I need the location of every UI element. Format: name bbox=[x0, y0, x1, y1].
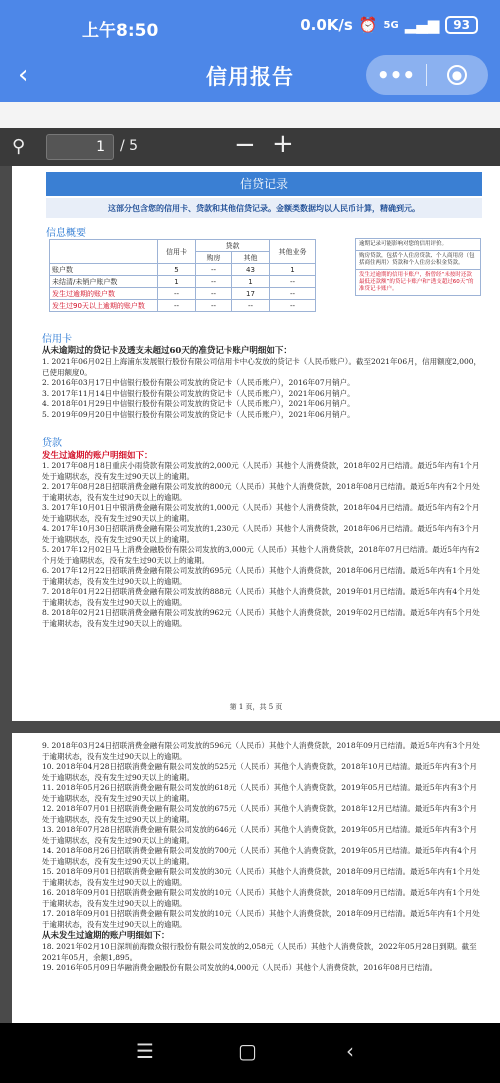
summary-header-row bbox=[50, 240, 316, 252]
signal-icon: ▂▄▆ bbox=[404, 16, 440, 34]
list-item: 3. 2017年11月14日中信银行股份有限公司发放的贷记卡（人民币账户），2021年06月销户。 bbox=[42, 388, 355, 398]
network-type: 5G bbox=[383, 19, 399, 31]
cell: -- bbox=[270, 288, 316, 300]
list-item: 16. 2018年09月01日招联消费金融有限公司发放的10元（人民币）其他个人消费贷款，2018年09月已结清。最近5年内有1个月处于逾期状态，没有发生过90天以上的逾期。 bbox=[42, 888, 480, 908]
cell: 1 bbox=[232, 276, 270, 288]
list-item: 17. 2018年09月01日招联消费金融有限公司发放的10元（人民币）其他个人消费贷款，2018年09月已结清。最近5年内有1个月处于逾期状态，没有发生过90天以上的逾期。 bbox=[42, 909, 480, 929]
table-row bbox=[50, 276, 316, 288]
credit-card-list bbox=[42, 357, 484, 420]
menu-icon[interactable]: ☰ bbox=[136, 1039, 154, 1063]
close-button[interactable] bbox=[427, 65, 487, 85]
cell: 43 bbox=[232, 264, 270, 276]
search-icon[interactable]: ⚲ bbox=[12, 136, 26, 157]
list-item: 7. 2018年01月22日招联消费金融有限公司发放的888元（人民币）其他个人消费贷款，2019年01月已结清。最近5年内有4个月处于逾期状态，没有发生过90天以上的逾期。 bbox=[42, 587, 480, 607]
table-row bbox=[50, 288, 316, 300]
list-item: 19. 2016年05月09日华融消费金融股份有限公司发放的4,000元（人民币）其他个人消费贷款，2016年08月已结清。 bbox=[42, 963, 438, 972]
loan-overdue-heading: 发生过逾期的账户明细如下： bbox=[42, 451, 153, 461]
alarm-icon: ⏰ bbox=[358, 16, 378, 34]
loan-list-continued bbox=[42, 741, 484, 930]
cell: -- bbox=[196, 276, 232, 288]
loan-section-title: 贷款 bbox=[42, 438, 62, 449]
list-item: 2. 2017年08月28日招联消费金融有限公司发放的800元（人民币）其他个人消费贷款，2018年08月已结清。最近5年内有2个月处于逾期状态，没有发生过90天以上的逾期。 bbox=[42, 482, 480, 502]
list-item: 9. 2018年03月24日招联消费金融有限公司发放的596元（人民币）其他个人消费贷款，2018年09月已结清。最近5年内有3个月处于逾期状态，没有发生过90天以上的逾期。 bbox=[42, 741, 480, 761]
list-item: 4. 2017年10月30日招联消费金融有限公司发放的1,230元（人民币）其他个人消费贷款，2018年06月已结清。最近5年内有3个月处于逾期状态，没有发生过90天以上的逾期。 bbox=[42, 524, 480, 544]
cell: -- bbox=[196, 300, 232, 312]
list-item: 5. 2019年09月20日中信银行股份有限公司发放的贷记卡（人民币账户），2021年06月销户。 bbox=[42, 409, 355, 419]
cell: 1 bbox=[158, 276, 196, 288]
pdf-page-2 bbox=[12, 733, 500, 1023]
row-label: 未结清/未销户账户数 bbox=[50, 276, 158, 288]
zoom-out-button[interactable]: − bbox=[234, 130, 256, 160]
list-item: 18. 2021年02月10日深圳前海微众银行股份有限公司发放的2,058元（人民币）其他个人消费贷款，2022年05月28日到期。截至2021年05月，余额1,895。 bbox=[42, 942, 477, 962]
list-item: 15. 2018年09月01日招联消费金融有限公司发放的30元（人民币）其他个人消费贷款，2018年09月已结清。最近5年内有1个月处于逾期状态，没有发生过90天以上的逾期。 bbox=[42, 867, 480, 887]
table-row bbox=[50, 264, 316, 276]
note: 购房贷款，包括个人住房贷款、个人商用房（包括商住两用）贷款和个人住房公积金贷款。 bbox=[356, 251, 480, 270]
list-item: 1. 2021年06月02日上海浦东发展银行股份有限公司信用卡中心发放的贷记卡（人民币账户）。截至2021年06月，信用额度2,000，已使用额度0。 bbox=[42, 357, 482, 377]
cell: -- bbox=[196, 264, 232, 276]
credit-card-section-title: 信用卡 bbox=[42, 334, 72, 345]
list-item: 11. 2018年05月26日招联消费金融有限公司发放的618元（人民币）其他个人消费贷款，2019年05月已结清。最近5年内有3个月处于逾期状态，没有发生过90天以上的逾期。 bbox=[42, 783, 477, 803]
mini-program-capsule bbox=[366, 55, 488, 95]
list-item: 4. 2018年01月29日中信银行股份有限公司发放的贷记卡（人民币账户），2021年06月销户。 bbox=[42, 399, 355, 408]
chevron-left-icon[interactable]: ‹ bbox=[18, 60, 29, 90]
list-item: 5. 2017年12月02日马上消费金融股份有限公司发放的3,000元（人民币）其他个人消费贷款，2018年07月已结清。最近5年内有2个月处于逾期状态，没有发生过90天以上的逾期。 bbox=[42, 545, 480, 565]
note: 逾期记录可能影响对您的信用评价。 bbox=[356, 239, 480, 251]
header-credit-card: 信用卡 bbox=[158, 240, 196, 264]
row-label: 账户数 bbox=[50, 264, 158, 276]
list-item: 8. 2018年02月21日招联消费金融有限公司发放的962元（人民币）其他个人消费贷款，2019年02月已结清。最近5年内有5个月处于逾期状态，没有发生过90天以上的逾期。 bbox=[42, 608, 480, 628]
list-item: 13. 2018年07月28日招联消费金融有限公司发放的646元（人民币）其他个人消费贷款，2019年05月已结清。最近5年内有3个月处于逾期状态，没有发生过90天以上的逾期。 bbox=[42, 825, 477, 845]
list-item: 10. 2018年04月28日招联消费金融有限公司发放的525元（人民币）其他个人消费贷款，2018年10月已结清。最近5年内有3个月处于逾期状态，没有发生过90天以上的逾期。 bbox=[42, 762, 477, 782]
never-overdue-list bbox=[42, 942, 484, 974]
row-label: 发生过90天以上逾期的账户数 bbox=[50, 300, 158, 312]
cell: 1 bbox=[270, 264, 316, 276]
toolbar-gap bbox=[0, 102, 500, 128]
list-item: 14. 2018年08月26日招联消费金融有限公司发放的700元（人民币）其他个人消费贷款，2019年05月已结清。最近5年内有4个月处于逾期状态，没有发生过90天以上的逾期。 bbox=[42, 846, 477, 866]
header-other: 其他 bbox=[232, 252, 270, 264]
row-label: 发生过逾期的账户数 bbox=[50, 288, 158, 300]
page-total: / 5 bbox=[120, 138, 139, 154]
battery-indicator: 93 bbox=[445, 16, 478, 34]
credit-record-banner: 信贷记录 bbox=[46, 172, 482, 196]
list-item: 2. 2016年03月17日中信银行股份有限公司发放的贷记卡（人民币账户），2016年07月销户。 bbox=[42, 378, 355, 387]
home-icon[interactable]: ▢ bbox=[238, 1039, 257, 1063]
summary-notes bbox=[355, 238, 481, 296]
more-button[interactable]: ••• bbox=[376, 63, 416, 87]
cell: 5 bbox=[158, 264, 196, 276]
header-loan: 贷款 bbox=[196, 240, 270, 252]
list-item: 12. 2018年07月01日招联消费金融有限公司发放的675元（人民币）其他个人消费贷款，2018年12月已结清。最近5年内有3个月处于逾期状态，没有发生过90天以上的逾期。 bbox=[42, 804, 477, 824]
never-overdue-heading: 从未发生过逾期的账户明细如下： bbox=[42, 931, 170, 941]
zoom-in-button[interactable]: + bbox=[272, 129, 294, 159]
cell: -- bbox=[270, 300, 316, 312]
pdf-page-1 bbox=[12, 166, 500, 721]
header-blank bbox=[50, 240, 158, 264]
loan-list bbox=[42, 461, 484, 629]
list-item: 1. 2017年08月18日重庆小雨贷款有限公司发放的2,000元（人民币）其他个人消费贷款，2018年02月已结清。最近5年内有1个月处于逾期状态，没有发生过90天以上的逾期。 bbox=[42, 461, 480, 481]
cell: -- bbox=[158, 288, 196, 300]
close-circle-icon: ● bbox=[447, 65, 467, 85]
status-time: 上午8:50 bbox=[82, 21, 159, 41]
list-item: 6. 2017年12月22日招联消费金融有限公司发放的695元（人民币）其他个人消费贷款，2018年06月已结清。最近5年内有1个月处于逾期状态，没有发生过90天以上的逾期。 bbox=[42, 566, 480, 586]
page-title: 信用报告 bbox=[206, 65, 294, 89]
back-icon[interactable]: ‹ bbox=[346, 1039, 354, 1063]
cell: -- bbox=[232, 300, 270, 312]
table-row bbox=[50, 300, 316, 312]
cell: -- bbox=[270, 276, 316, 288]
header-house: 购房 bbox=[196, 252, 232, 264]
status-bar bbox=[0, 0, 500, 52]
summary-title: 信息概要 bbox=[46, 228, 86, 239]
page-number-input[interactable]: 1 bbox=[46, 134, 114, 160]
network-speed: 0.0K/s bbox=[300, 16, 353, 34]
cell: 17 bbox=[232, 288, 270, 300]
note: 发生过逾期的信用卡账户，指曾经“未按时还款最低还款额”的贷记卡账户和“透支超过60天”的准贷记卡账户。 bbox=[359, 272, 474, 292]
cell: -- bbox=[196, 288, 232, 300]
credit-card-heading: 从未逾期过的贷记卡及透支未超过60天的准贷记卡账户明细如下： bbox=[42, 346, 292, 356]
system-nav-bar bbox=[0, 1023, 500, 1083]
status-indicators bbox=[300, 16, 478, 34]
title-bar bbox=[0, 52, 500, 102]
pdf-toolbar bbox=[0, 128, 500, 166]
list-item: 3. 2017年10月01日中银消费金融有限公司发放的1,000元（人民币）其他个人消费贷款，2018年04月已结清。最近5年内有2个月处于逾期状态，没有发生过90天以上的逾期。 bbox=[42, 503, 480, 523]
credit-record-description: 这部分包含您的信用卡、贷款和其他信贷记录。金额类数据均以人民币计算，精确到元。 bbox=[46, 198, 482, 218]
header-other-biz: 其他业务 bbox=[270, 240, 316, 264]
cell: -- bbox=[158, 300, 196, 312]
page-footer: 第 1 页，共 5 页 bbox=[229, 703, 283, 711]
summary-table bbox=[49, 239, 316, 312]
